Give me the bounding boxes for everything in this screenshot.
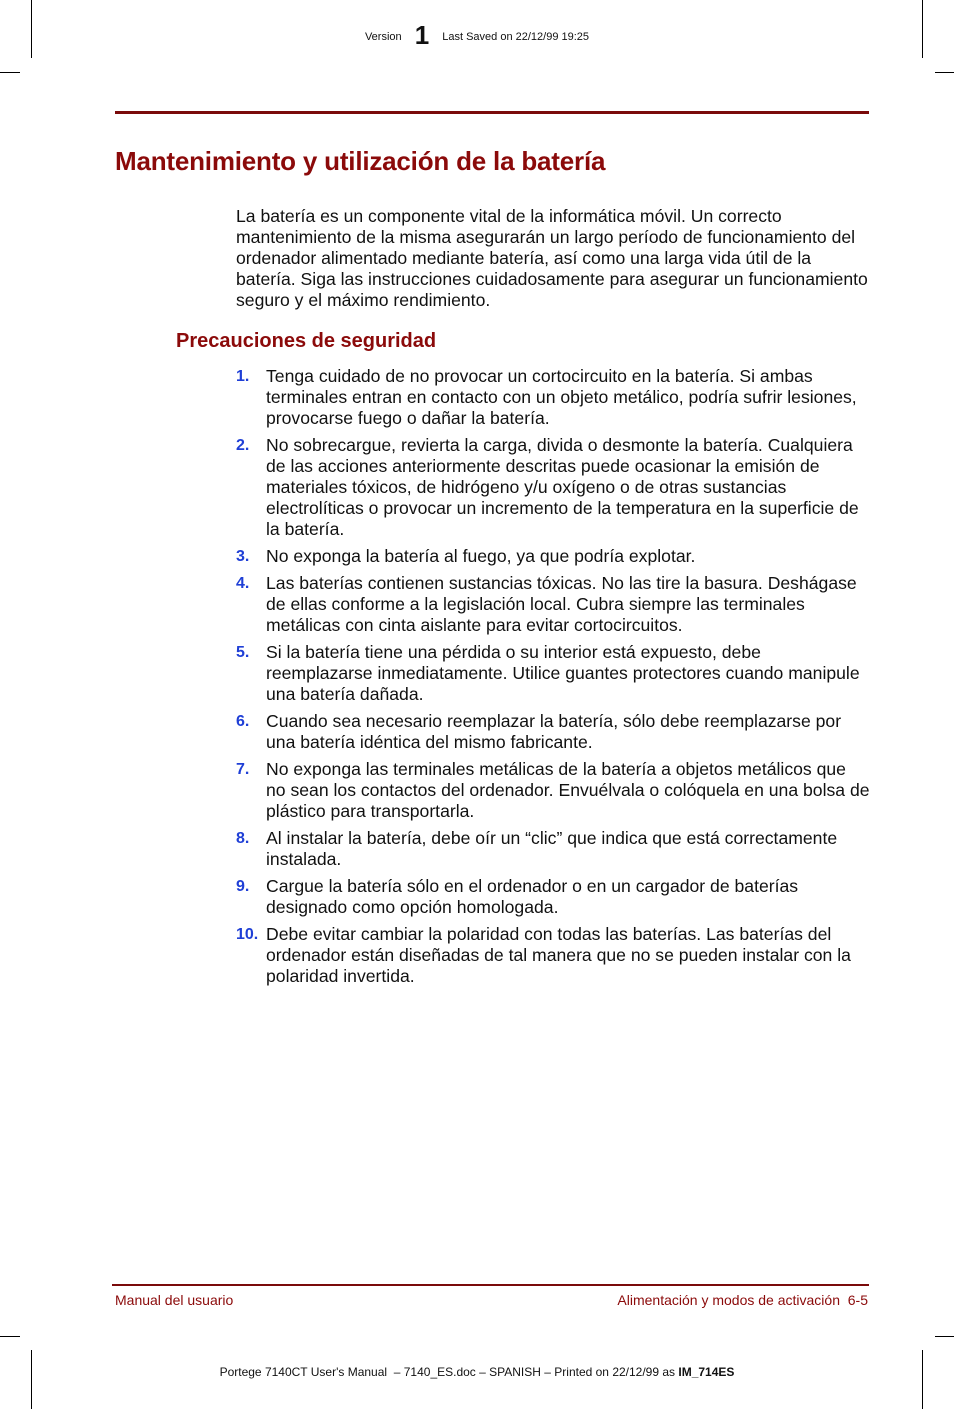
list-number: 1. <box>236 368 250 385</box>
crop-mark <box>922 1350 923 1409</box>
list-item <box>236 435 870 540</box>
list-item-text: Las baterías contienen sustancias tóxicas. No las tire la basura. Deshágase de ellas conforme a la legislación local. Cubra siempre las terminales metálicas con cinta aislante para evitar cortocircuitos. <box>266 573 857 635</box>
list-number: 9. <box>236 878 250 895</box>
list-number: 2. <box>236 437 250 454</box>
list-item-text: Cargue la batería sólo en el ordenador o en un cargador de baterías designado como opción homologada. <box>266 876 799 917</box>
list-number: 3. <box>236 548 250 565</box>
list-item <box>236 876 870 918</box>
print-code: IM_714ES <box>678 1365 735 1379</box>
crop-mark <box>0 1336 20 1337</box>
crop-mark <box>935 72 954 73</box>
version-label: Version <box>364 31 402 43</box>
list-item <box>236 828 870 870</box>
crop-mark <box>0 72 20 73</box>
list-number: 5. <box>236 644 250 661</box>
list-item <box>236 573 870 636</box>
list-item <box>236 711 870 753</box>
list-item-text: Tenga cuidado de no provocar un cortocircuito en la batería. Si ambas terminales entran en contacto con un objeto metálico, podría sufrir lesiones, provocarse fuego o dañar la batería. <box>266 366 857 428</box>
list-item <box>236 924 870 987</box>
intro-paragraph: La batería es un componente vital de la informática móvil. Un correcto mantenimiento de la misma asegurarán un largo período de funcionamiento del ordenador alimentado mediante batería, así como una larga vida útil de la batería. Siga las instrucciones cuidadosamente para asegurar un funcionamiento seguro y el máximo rendimiento. <box>236 206 868 310</box>
list-number: 4. <box>236 575 250 592</box>
list-item <box>236 366 870 429</box>
list-item-text: Al instalar la batería, debe oír un “clic” que indica que está correctamente instalada. <box>266 828 838 869</box>
footer-page-ref: Alimentación y modos de activación 6-5 <box>617 1292 868 1308</box>
list-item-text: No exponga las terminales metálicas de la batería a objetos metálicos que no sean los contactos del ordenador. Envuélvala o colóquela en una bolsa de plástico para transportarla. <box>266 759 870 821</box>
print-info-text: Portege 7140CT User's Manual – 7140_ES.doc – SPANISH – Printed on 22/12/99 as <box>219 1365 679 1379</box>
precautions-list <box>236 366 870 993</box>
crop-mark <box>935 1336 954 1337</box>
list-item <box>236 759 870 822</box>
list-item-text: Si la batería tiene una pérdida o su interior está expuesto, debe reemplazarse inmediatamente. Utilice guantes protectores cuando manipule una batería dañada. <box>266 642 860 704</box>
crop-mark <box>31 1350 32 1409</box>
list-item-text: No sobrecargue, revierta la carga, divida o desmonte la batería. Cualquiera de las acciones anteriormente descritas puede ocasionar la emisión de materiales tóxicos, de hidrógeno y/u oxígeno o de otras sustancias electrolíticas o provocar un incremento de la temperatura en la superficie de la batería. <box>266 435 859 539</box>
top-rule <box>115 111 869 114</box>
list-item <box>236 546 870 567</box>
page-title: Mantenimiento y utilización de la batería <box>115 146 606 176</box>
print-info <box>0 1365 954 1379</box>
list-item <box>236 642 870 705</box>
bottom-rule <box>112 1284 869 1286</box>
list-item-text: Debe evitar cambiar la polaridad con todas las baterías. Las baterías del ordenador están diseñadas de tal manera que no se pueden instalar con la polaridad invertida. <box>266 924 851 986</box>
list-item-text: Cuando sea necesario reemplazar la batería, sólo debe reemplazarse por una batería idéntica del mismo fabricante. <box>266 711 842 752</box>
list-item-text: No exponga la batería al fuego, ya que podría explotar. <box>266 546 696 566</box>
last-saved: Last Saved on 22/12/99 19:25 <box>442 31 590 43</box>
list-number: 10. <box>236 926 259 943</box>
footer-manual-title: Manual del usuario <box>115 1292 234 1308</box>
list-number: 7. <box>236 761 250 778</box>
list-number: 6. <box>236 713 250 730</box>
list-number: 8. <box>236 830 250 847</box>
version-header <box>0 16 954 50</box>
version-number: 1 <box>414 20 430 50</box>
section-title: Precauciones de seguridad <box>176 330 437 352</box>
